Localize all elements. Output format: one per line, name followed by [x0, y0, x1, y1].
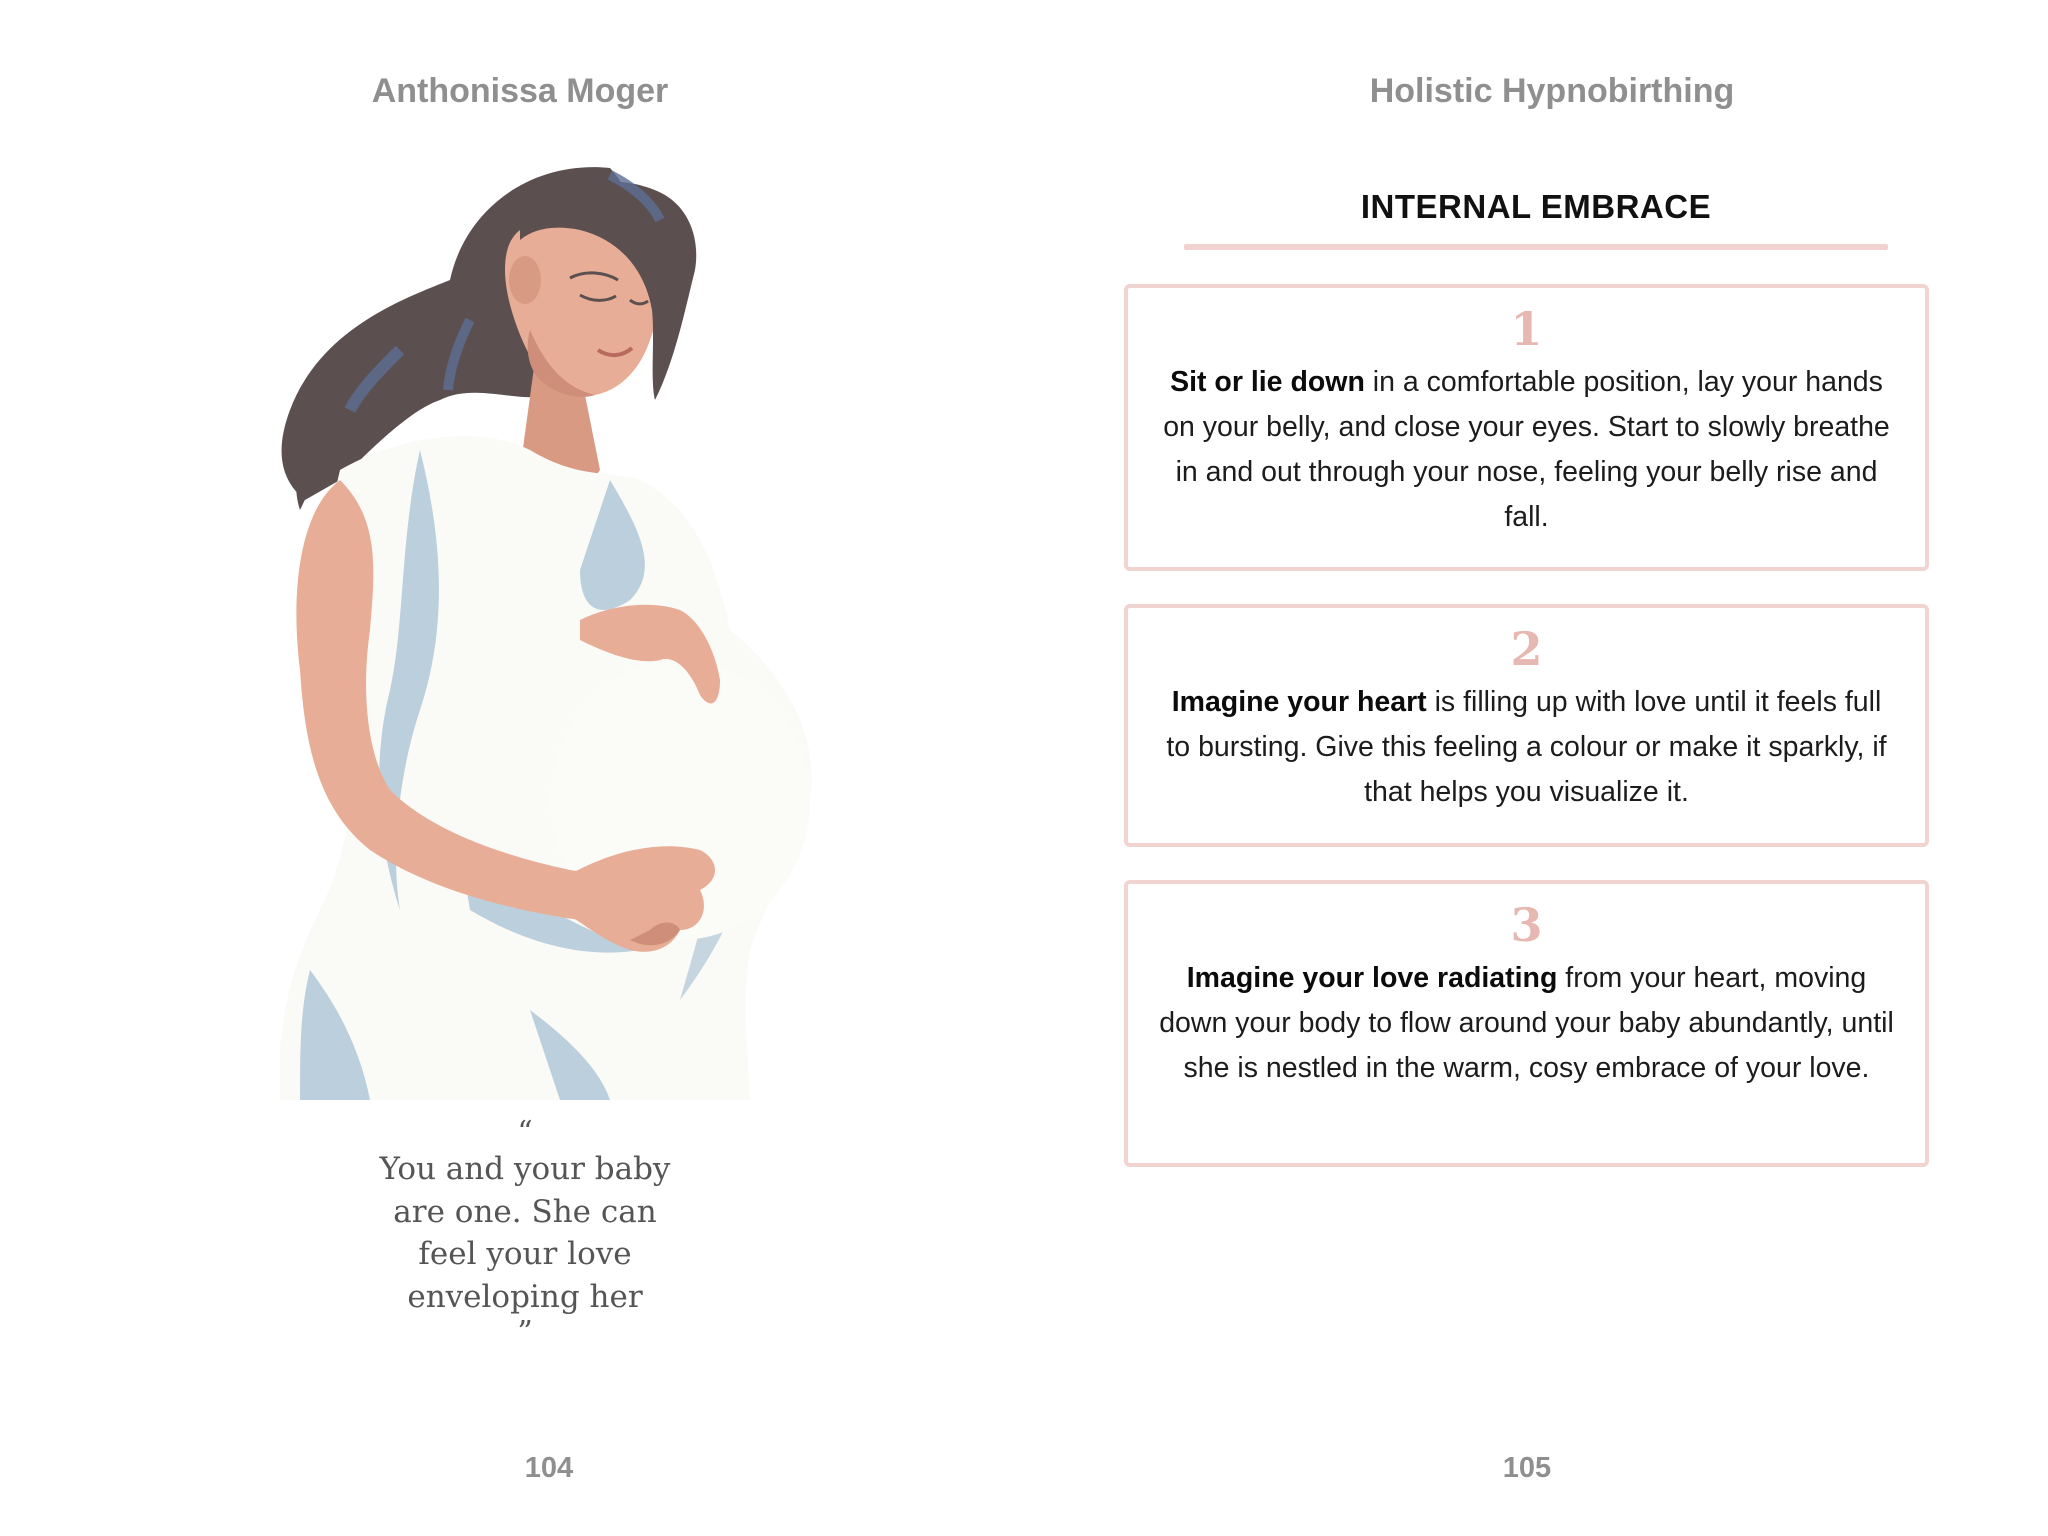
pregnant-woman-illustration: [280, 150, 840, 1100]
page-number-right: 105: [1502, 1452, 1552, 1484]
section-title: INTERNAL EMBRACE: [1360, 188, 1712, 225]
step-body: from your heart, moving down your body to flow around your baby abundantly, until she is nestled in the warm, cosy embrace of your love.: [1159, 962, 1894, 1084]
step-text: [1156, 680, 1897, 815]
page-number-left: 104: [524, 1452, 574, 1484]
step-number: 2: [1510, 622, 1543, 676]
step-number: 1: [1510, 302, 1543, 356]
quote-text: You and your baby are one. She can feel your love enveloping her: [379, 1151, 671, 1315]
step-lead: Imagine your heart: [1171, 686, 1427, 718]
pull-quote: [360, 1115, 690, 1350]
title-underline: [1184, 244, 1888, 250]
step-body: in a comfortable position, lay your hands on your belly, and close your eyes. Start to slowly breathe in and out through your nose, feeling your belly rise and fall.: [1163, 366, 1890, 533]
open-quote-mark: “: [517, 1115, 533, 1150]
step-lead: Sit or lie down: [1170, 366, 1365, 398]
ear: [509, 256, 541, 304]
step-box-1: [1124, 284, 1929, 571]
step-number: 3: [1510, 898, 1543, 952]
step-box-3: [1124, 880, 1929, 1167]
step-box-2: [1124, 604, 1929, 847]
close-quote-mark: ”: [517, 1315, 533, 1350]
step-lead: Imagine your love radiating: [1186, 962, 1558, 994]
step-text: [1156, 956, 1897, 1091]
running-head-book-title: Holistic Hypnobirthing: [1369, 72, 1735, 110]
running-head-author: Anthonissa Moger: [371, 72, 669, 110]
step-body: is filling up with love until it feels full to bursting. Give this feeling a colour or make it sparkly, if that helps you visualize it.: [1166, 686, 1887, 808]
right-page: [1024, 0, 2048, 1536]
step-text: [1156, 360, 1897, 540]
